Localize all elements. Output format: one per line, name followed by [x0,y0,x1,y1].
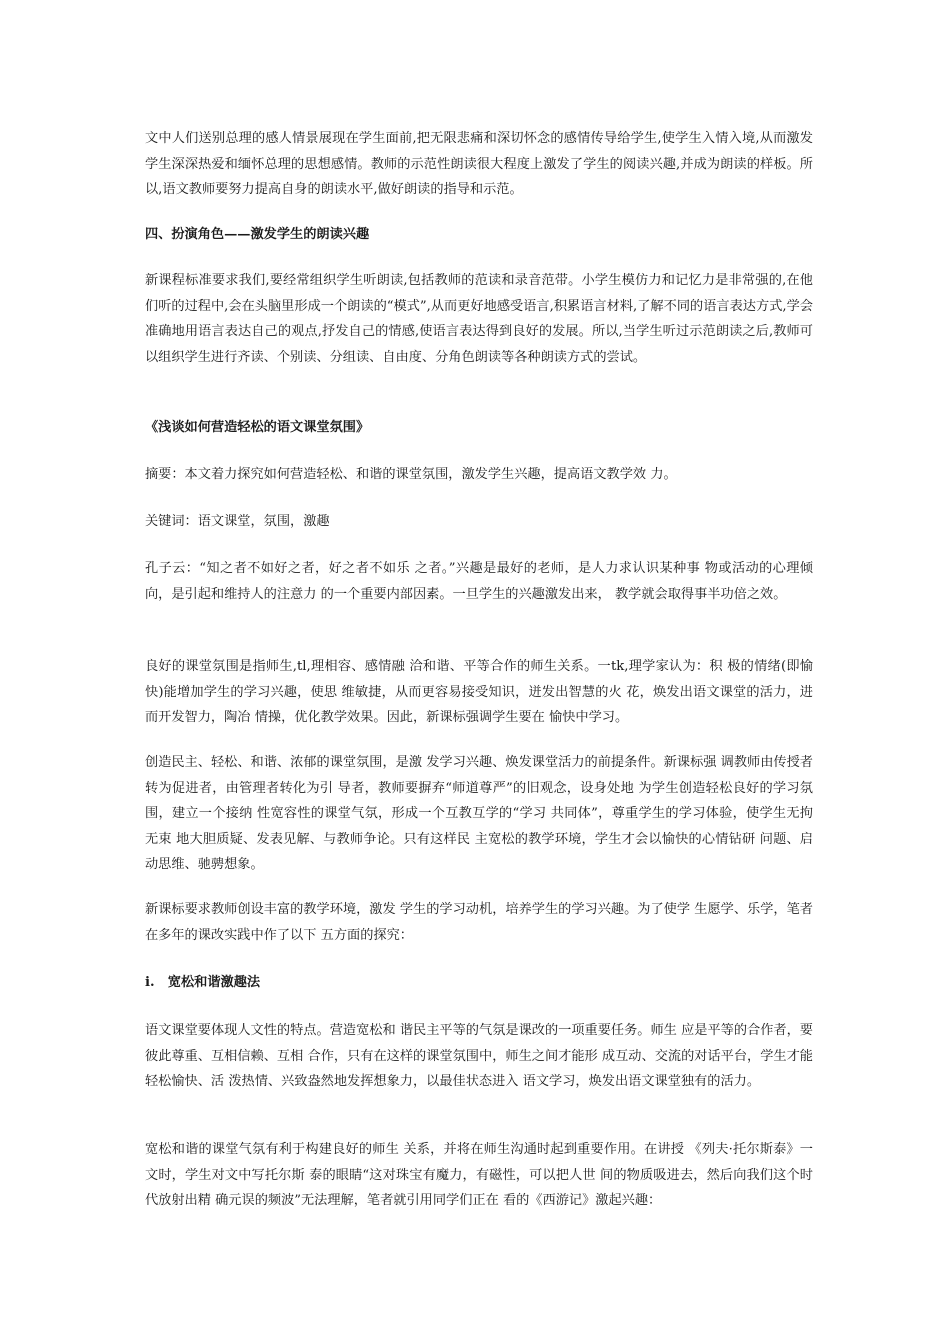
intro-paragraph: 文中人们送别总理的感人情景展现在学生面前,把无限悲痛和深切怀念的感情传导给学生,使学生入情入境,从而激发学生深深热爱和缅怀总理的思想感情。教师的示范性朗读很大程度上激发了学生的阅读兴趣,并成为朗读的样板。所以,语文教师要努力提高自身的朗读水平,做好朗读的指导和示范。 [145,131,813,198]
role-play-paragraph: 新课程标准要求我们,要经常组织学生听朗读,包括教师的范读和录音范带。小学生模仿力和记忆力是非常强的,在他们听的过程中,会在头脑里形成一个朗读的“模式”,从而更好地感受语言,积累语言材料,了解不同的语言表达方式,学会准确地用语言表达自己的观点,抒发自己的情感,使语言表达得到良好的发展。所以,当学生听过示范朗读之后,教师可以组织学生进行齐读、个别读、分组读、自由度、分角色朗读等各种朗读方式的尝试。 [145,273,813,365]
tolstoy-paragraph: 宽松和谐的课堂气氛有利于构建良好的师生 关系，并将在师生沟通时起到重要作用。在讲授 《列夫·托尔斯泰》一文时，学生对文中写托尔斯 泰的眼睛“这对珠宝有魔力，有磁性，可以把人世 间的物质吸进去，然后向我们这个时代放射出精 确元误的频波”无法理解，笔者就引用同学们正在 看的《西游记》激起兴趣： [145,1142,813,1209]
requirements-paragraph: 新课标要求教师创设丰富的教学环境，激发 学生的学习动机，培养学生的学习兴趣。为了使学 生愿学、乐学，笔者在多年的课改实践中作了以下 五方面的探究： [145,902,813,943]
humanistic-paragraph: 语文课堂要体现人文性的特点。营造宽松和 谐民主平等的气氛是课改的一项重要任务。师生 应是平等的合作者，要彼此尊重、互相信赖、互相 合作，只有在这样的课堂氛围中，师生之间才能形 成互动、交流的对话平台，学生才能轻松愉快、活 泼热情、兴致盎然地发挥想象力，以最佳状态进入 语文学习，焕发出语文课堂独有的活力。 [145,1023,813,1090]
section-heading-i: i. 宽松和谐激趣法 [145,975,261,990]
section-heading-4: 四、扮演角色——激发学生的朗读兴趣 [145,227,370,242]
democratic-paragraph: 创造民主、轻松、和谐、浓郁的课堂氛围，是激 发学习兴趣、焕发课堂活力的前提条件。新课标强 调教师由传授者转为促进者，由管理者转化为引 导者，教师要摒弃“师道尊严”的旧观念，设身处地 为学生创造轻松良好的学习氛围，建立一个接纳 性宽容性的课堂气氛，形成一个互教互学的“学习 共同体”，尊重学生的学习体验，使学生无拘无束 地大胆质疑、发表见解、与教师争论。只有这样民 主宽松的教学环境，学生才会以愉快的心情钻研 问题、启动思维、驰骋想象。 [145,755,813,873]
keywords-paragraph: 关键词：语文课堂，氛围，激趣 [145,514,330,529]
abstract-paragraph: 摘要：本文着力探究如何营造轻松、和谐的课堂氛围，激发学生兴趣，提高语文教学效 力。 [145,467,677,482]
atmosphere-paragraph: 良好的课堂氛围是指师生,tl,理相容、感情融 洽和谐、平等合作的师生关系。一tk,理学家认为：积 极的情绪(即愉快)能增加学生的学习兴趣，使思 维敏捷，从而更容易接受知识，迸发出智慧的火 花，焕发出语文课堂的活力，进而开发智力，陶冶 情操，优化教学效果。因此，新课标强调学生要在 愉快中学习。 [145,659,813,726]
confucius-paragraph: 孔子云：“知之者不如好之者，好之者不如乐 之者。”兴趣是最好的老师，是人力求认识某种事 物或活动的心理倾向，是引起和维持人的注意力 的一个重要内部因素。一旦学生的兴趣激发出来， 教学就会取得事半功倍之效。 [145,561,813,602]
article-title: 《浅谈如何营造轻松的语文课堂氛围》 [145,420,370,435]
